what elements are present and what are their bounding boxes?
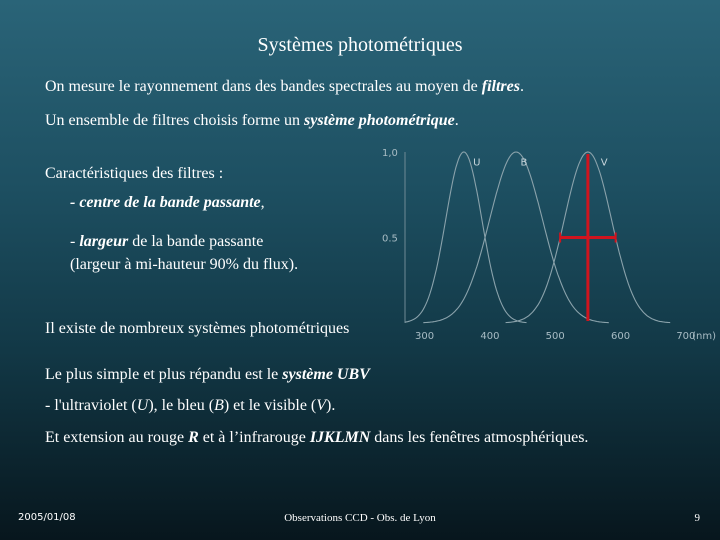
intro-1-suffix: . bbox=[519, 78, 524, 95]
intro-line-2 bbox=[45, 112, 459, 130]
bullet-band-width-detail: (largeur à mi-hauteur 90% du flux). bbox=[70, 256, 299, 273]
bullet-2-prefix: - bbox=[70, 233, 80, 250]
intro-1-text: On mesure le rayonnement dans des bandes spectrales au moyen de bbox=[45, 78, 482, 95]
ubv-detail-2: ), le bleu ( bbox=[148, 397, 215, 414]
ext-suffix: dans les fenêtres atmosphériques. bbox=[370, 429, 589, 446]
chart-annotation bbox=[560, 154, 616, 321]
bullet-band-center bbox=[70, 194, 265, 212]
band-label-u: U bbox=[473, 157, 481, 169]
ubv-detail-3: ) et le visible ( bbox=[223, 397, 317, 414]
filter-transmission-chart bbox=[380, 140, 720, 345]
bullet-1-emphasis: - centre de la bande passante bbox=[70, 194, 261, 211]
x-tick-label: 500 bbox=[545, 331, 565, 342]
footer-date: 2005/01/08 bbox=[18, 512, 76, 523]
bullet-band-width bbox=[70, 233, 263, 251]
bullet-1-suffix: , bbox=[260, 194, 265, 211]
band-label-v: V bbox=[600, 157, 608, 169]
ubv-detail-v: V bbox=[316, 397, 327, 414]
x-tick-label: 300 bbox=[415, 331, 435, 342]
ubv-detail-1: - l'ultraviolet ( bbox=[45, 397, 137, 414]
x-tick-label: 700 bbox=[676, 331, 696, 342]
curve-u bbox=[405, 152, 527, 323]
intro-2-emphasis: système photométrique bbox=[304, 112, 455, 129]
intro-2-suffix: . bbox=[454, 112, 459, 129]
ubv-emphasis: système UBV bbox=[282, 366, 370, 383]
bullet-2-emphasis: largeur bbox=[79, 233, 129, 250]
y-tick-label: 0.5 bbox=[382, 233, 398, 245]
ext-ijklmn: IJKLMN bbox=[309, 429, 371, 446]
band-label-b: B bbox=[520, 157, 528, 169]
y-tick-label: 1,0 bbox=[382, 148, 398, 159]
ubv-detail-line bbox=[45, 397, 335, 415]
ubv-detail-b: B bbox=[214, 397, 224, 414]
ext-r: R bbox=[188, 429, 199, 446]
ubv-line bbox=[45, 366, 370, 384]
extension-line bbox=[45, 429, 588, 447]
characteristics-heading: Caractéristiques des filtres : bbox=[45, 165, 224, 182]
many-systems-line: Il existe de nombreux systèmes photométriques bbox=[45, 320, 350, 337]
footer-page-number: 9 bbox=[694, 512, 700, 524]
bullet-2-suffix: de la bande passante bbox=[128, 233, 264, 250]
slide-title: Systèmes photométriques bbox=[257, 34, 463, 56]
footer-center: Observations CCD - Obs. de Lyon bbox=[284, 512, 436, 524]
ext-prefix: Et extension au rouge bbox=[45, 429, 189, 446]
ubv-prefix: Le plus simple et plus répandu est le bbox=[45, 366, 283, 383]
chart-curves bbox=[405, 152, 670, 323]
ubv-detail-u: U bbox=[136, 397, 149, 414]
intro-line-1 bbox=[45, 78, 524, 96]
ext-mid: et à l’infrarouge bbox=[198, 429, 310, 446]
x-tick-label: 600 bbox=[611, 331, 631, 342]
intro-1-emphasis: filtres bbox=[481, 78, 520, 95]
x-unit-label: (nm) bbox=[692, 331, 716, 342]
ubv-detail-4: ). bbox=[326, 397, 336, 414]
intro-2-text: Un ensemble de filtres choisis forme un bbox=[45, 112, 305, 129]
x-tick-label: 400 bbox=[480, 331, 500, 342]
